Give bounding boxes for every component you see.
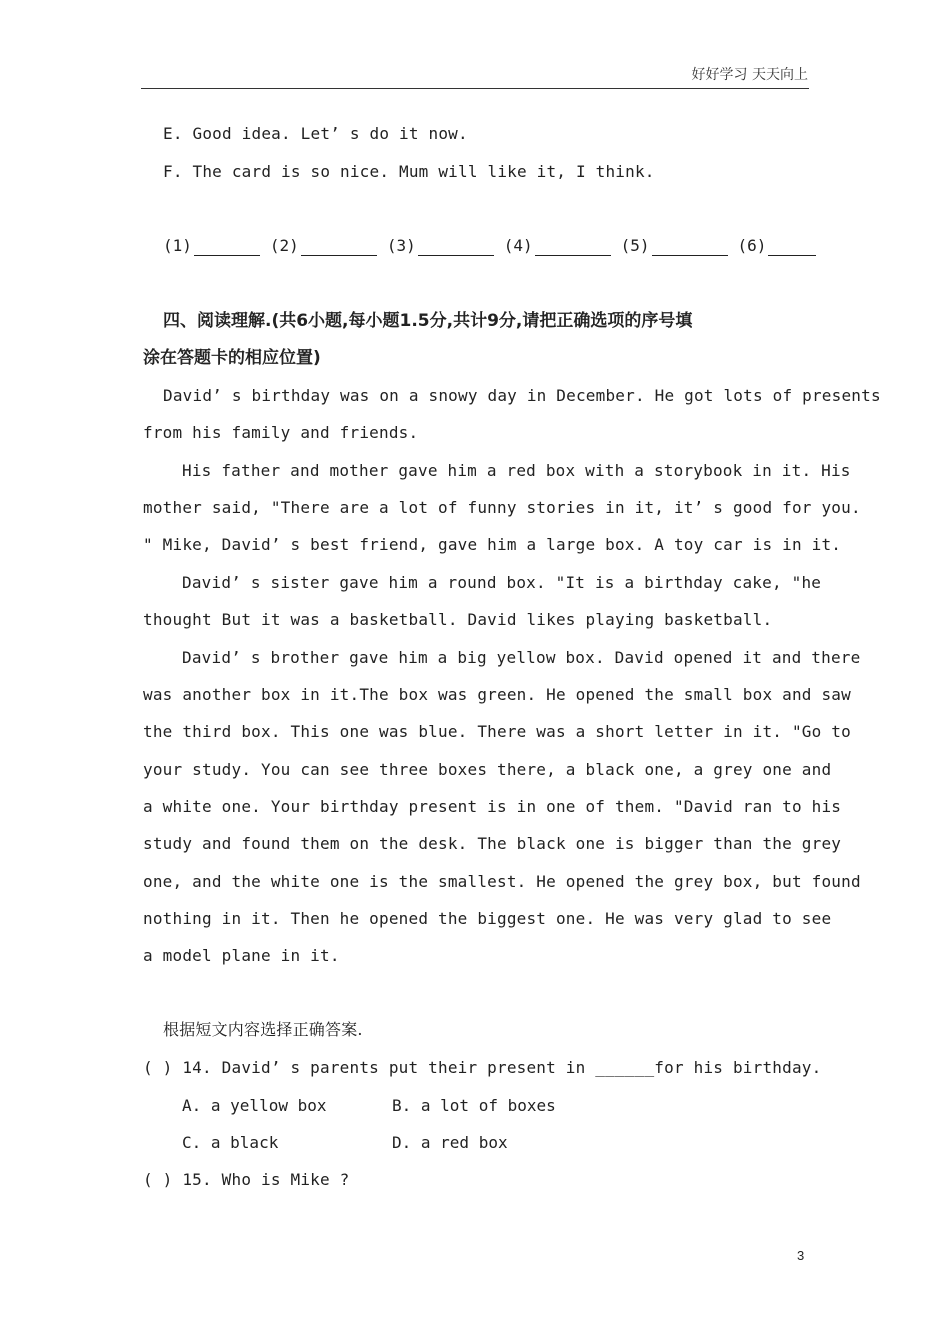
answer-blanks [163,236,809,256]
option-f: F. The card is so nice. Mum will like it, I think. [163,162,655,181]
question-14-stem: ( ) 14. David’ s parents put their present in ______for his birthday. [143,1058,822,1077]
q14-option-c[interactable]: C. a black [182,1133,279,1152]
section-title: 四、阅读理解.(共6小题,每小题1.5分,共计9分,请把正确选项的序号填 [163,311,693,331]
passage-line: mother said, "There are a lot of funny stories in it, it’ s good for you. [143,498,861,517]
passage-line: a model plane in it. [143,946,340,965]
q14-option-a[interactable]: A. a yellow box [182,1096,327,1115]
section-title-cont: 涂在答题卡的相应位置) [143,348,321,368]
q14-option-b[interactable]: B. a lot of boxes [392,1096,556,1115]
q14-option-d[interactable]: D. a red box [392,1133,508,1152]
passage-line: David’ s brother gave him a big yellow box. David opened it and there [182,648,861,667]
blank-5[interactable]: (5) [621,236,728,256]
passage-line: study and found them on the desk. The black one is bigger than the grey [143,834,842,853]
instruction: 根据短文内容选择正确答案. [163,1020,363,1039]
passage-line: was another box in it.The box was green. He opened the small box and saw [143,685,851,704]
passage-line: David’ s sister gave him a round box. "It is a birthday cake, "he [182,573,822,592]
blank-4[interactable]: (4) [504,236,611,256]
passage-line: the third box. This one was blue. There was a short letter in it. "Go to [143,722,851,741]
blank-6[interactable]: (6) [738,236,817,256]
option-e: E. Good idea. Let’ s do it now. [163,124,468,143]
passage-line: David’ s birthday was on a snowy day in December. He got lots of presents [163,386,881,405]
passage-line: your study. You can see three boxes there, a black one, a grey one and [143,760,832,779]
passage-line: " Mike, David’ s best friend, gave him a large box. A toy car is in it. [143,535,842,554]
passage-line: thought But it was a basketball. David likes playing basketball. [143,610,773,629]
blank-2[interactable]: (2) [270,236,377,256]
page-header: 好好学习 天天向上 [691,67,808,83]
question-15-stem: ( ) 15. Who is Mike ? [143,1170,350,1189]
blank-3[interactable]: (3) [387,236,494,256]
blank-1[interactable]: (1) [163,236,260,256]
header-divider [141,88,809,89]
passage-line: nothing in it. Then he opened the biggest one. He was very glad to see [143,909,832,928]
passage-line: His father and mother gave him a red box with a storybook in it. His [182,461,851,480]
passage-line: from his family and friends. [143,423,419,442]
passage-line: a white one. Your birthday present is in one of them. "David ran to his [143,797,842,816]
passage-line: one, and the white one is the smallest. He opened the grey box, but found [143,872,861,891]
page-number: 3 [797,1248,805,1263]
